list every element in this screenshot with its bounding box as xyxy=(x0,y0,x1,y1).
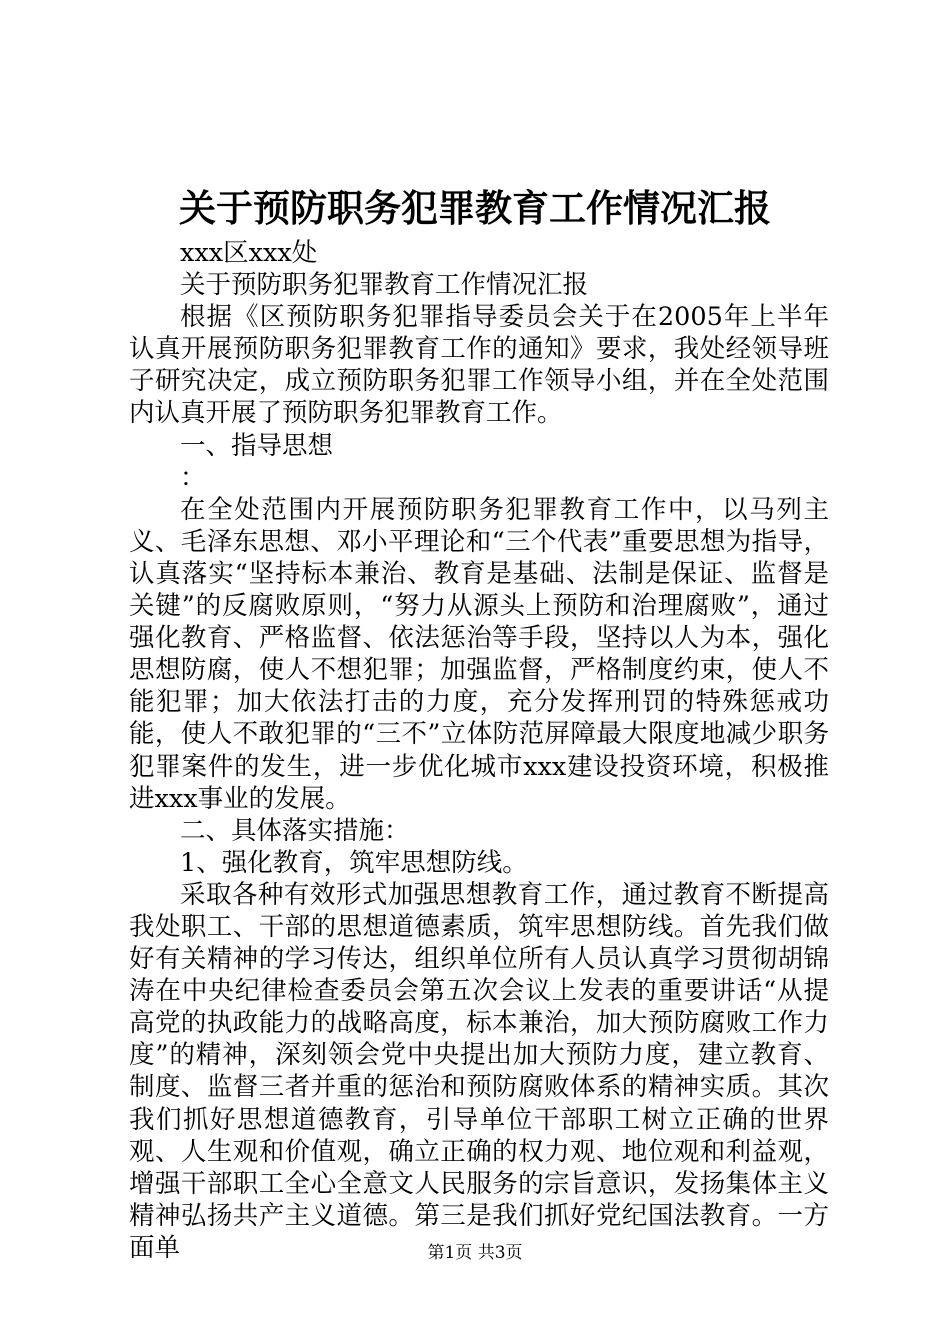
report-subtitle: 关于预防职务犯罪教育工作情况汇报 xyxy=(180,270,589,301)
section-heading-measures: 二、具体落实措施： xyxy=(180,815,410,846)
subsection-heading-education: 1、强化教育，筑牢思想防线。 xyxy=(180,847,528,878)
colon-line: ： xyxy=(180,462,206,493)
guiding-ideology-paragraph: 在全处范围内开展预防职务犯罪教育工作中，以马列主义、毛泽东思想、邓小平理论和“三个代表”重要思想为指导，认真落实“坚持标本兼治、教育是基础、法制是保证、监督是关键”的反腐败原则，“努力从源头上预防和治理腐败”，通过强化教育、严格监督、依法惩治等手段，坚持以人为本，强化思想防腐，使人不想犯罪；加强监督，严格制度约束，使人不能犯罪；加大依法打击的力度，充分发挥刑罚的特殊惩戒功能，使人不敢犯罪的“三不”立体防范屏障最大限度地减少职务犯罪案件的发生，进一步优化城市xxx建设投资环境，积极推进xxx事业的发展。 xyxy=(129,494,829,814)
document-title: 关于预防职务犯罪教育工作情况汇报 xyxy=(179,186,771,230)
document-body xyxy=(129,237,829,1264)
page-footer: 第1页 共3页 xyxy=(427,1243,523,1263)
issuer-line: xxx区xxx处 xyxy=(180,238,318,268)
section-heading-guiding-ideology: 一、指导思想 xyxy=(180,430,334,461)
education-paragraph: 采取各种有效形式加强思想教育工作，通过教育不断提高我处职工、干部的思想道德素质，筑牢思想防线。首先我们做好有关精神的学习传达，组织单位所有人员认真学习贯彻胡锦涛在中央纪律检查委员会第五次会议上发表的重要讲话“从提高党的执政能力的战略高度，标本兼治，加大预防腐败工作力度”的精神，深刻领会党中央提出加大预防力度，建立教育、制度、监督三者并重的惩治和预防腐败体系的精神实质。其次我们抓好思想道德教育，引导单位干部职工树立正确的世界观、人生观和价值观，确立正确的权力观、地位观和利益观，增强干部职工全心全意文人民服务的宗旨意识，发扬集体主义精神弘扬共产主义道德。第三是我们抓好党纪国法教育。一方面单 xyxy=(129,879,829,1263)
intro-paragraph: 根据《区预防职务犯罪指导委员会关于在2005年上半年认真开展预防职务犯罪教育工作的通知》要求，我处经领导班子研究决定，成立预防职务犯罪工作领导小组，并在全处范围内认真开展了预防职务犯罪教育工作。 xyxy=(129,302,829,429)
